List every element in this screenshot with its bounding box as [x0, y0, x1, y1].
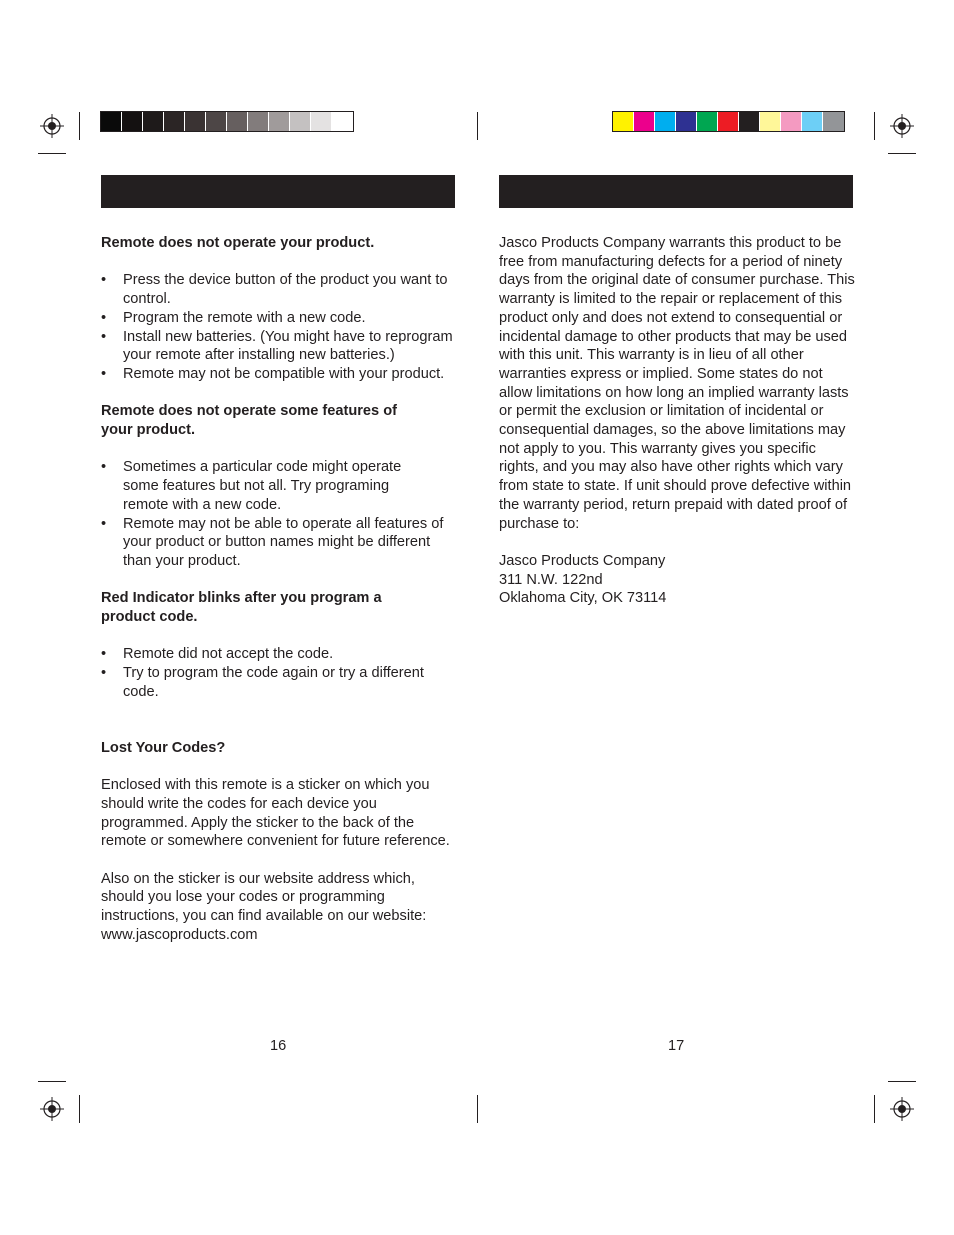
page-number-right: 17: [668, 1038, 685, 1054]
list-item: • Program the remote with a new code.: [101, 309, 457, 328]
swatch: [206, 112, 227, 131]
crop-mark: [888, 153, 916, 154]
bullet-list: [101, 271, 457, 383]
swatch: [269, 112, 290, 131]
swatch: [718, 112, 739, 131]
list-item: • Press the device button of the product you want to control.: [101, 271, 457, 308]
crop-mark: [874, 112, 875, 140]
warranty-paragraph: Jasco Products Company warrants this product to be free from manufacturing defects for a period of ninety days from the original date of consumer purchase. This warranty is limited to the repair or replacement of this product only and does not extend to consequential or incidental damage to other products that may be used with this unit. This warranty is in lieu of all other warranties express or implied. Some states do not allow limitations on how long an implied warranty lasts or permit the exclusion or limitation of incidental or consequential damages, so the above limitations may not apply to you. This warranty gives you specific rights, and you may also have other rights which vary from state to state. If unit should prove defective within the warranty period, return prepaid with dated proof of purchase to:: [499, 235, 855, 532]
swatch: [227, 112, 248, 131]
swatch: [613, 112, 634, 131]
crop-mark: [38, 153, 66, 154]
registration-mark-icon: [890, 1097, 914, 1121]
swatch: [634, 112, 655, 131]
grayscale-color-bar: [100, 111, 354, 132]
list-item: • Remote may not be compatible with your product.: [101, 365, 457, 384]
crop-mark: [888, 1081, 916, 1082]
list-item: • Try to program the code again or try a different code.: [101, 664, 457, 701]
left-page-column: [101, 234, 457, 945]
swatch: [760, 112, 781, 131]
center-crop-mark: [477, 112, 478, 140]
swatch: [164, 112, 185, 131]
section-heading: Remote does not operate some features of your product.: [101, 403, 397, 438]
swatch: [676, 112, 697, 131]
swatch: [290, 112, 311, 131]
crop-mark: [79, 112, 80, 140]
address-street: 311 N.W. 122nd: [499, 571, 603, 588]
process-color-bar: [612, 111, 845, 132]
list-item: • Remote did not accept the code.: [101, 645, 457, 664]
swatch: [655, 112, 676, 131]
swatch: [332, 112, 353, 131]
bullet-list: [101, 645, 457, 701]
page-number-left: 16: [270, 1038, 287, 1054]
registration-mark-icon: [890, 114, 914, 138]
swatch: [739, 112, 760, 131]
paragraph: Also on the sticker is our website address which, should you lose your codes or programming instructions, you can find available on our website: www.jascoproducts.com: [101, 870, 427, 943]
paragraph: Enclosed with this remote is a sticker on which you should write the codes for each device you programmed. Apply the sticker to the back of the remote or somewhere convenient for future reference.: [101, 777, 450, 850]
crop-mark: [38, 1081, 66, 1082]
swatch: [101, 112, 122, 131]
center-crop-mark: [477, 1095, 478, 1123]
swatch: [781, 112, 802, 131]
swatch: [143, 112, 164, 131]
right-header-bar: [499, 175, 853, 208]
swatch: [697, 112, 718, 131]
swatch: [185, 112, 206, 131]
swatch: [823, 112, 844, 131]
list-item: • Install new batteries. (You might have to reprogram your remote after installing new batteries.): [101, 328, 457, 365]
address-city: Oklahoma City, OK 73114: [499, 590, 667, 607]
crop-mark: [874, 1095, 875, 1123]
swatch: [311, 112, 332, 131]
swatch: [248, 112, 269, 131]
list-item: • Remote may not be able to operate all features of your product or button names might be different than your product.: [101, 515, 457, 571]
swatch: [802, 112, 823, 131]
registration-mark-icon: [40, 1097, 64, 1121]
registration-mark-icon: [40, 114, 64, 138]
bullet-list: [101, 458, 457, 570]
section-heading: Remote does not operate your product.: [101, 235, 375, 251]
section-heading: Red Indicator blinks after you program a product code.: [101, 590, 382, 625]
left-header-bar: [101, 175, 455, 208]
address-company: Jasco Products Company: [499, 552, 666, 569]
swatch: [122, 112, 143, 131]
section-heading: Lost Your Codes?: [101, 739, 226, 756]
list-item: • Sometimes a particular code might operate some features but not all. Try programing remote with a new code.: [101, 458, 457, 514]
crop-mark: [79, 1095, 80, 1123]
right-page-column: [499, 234, 855, 608]
